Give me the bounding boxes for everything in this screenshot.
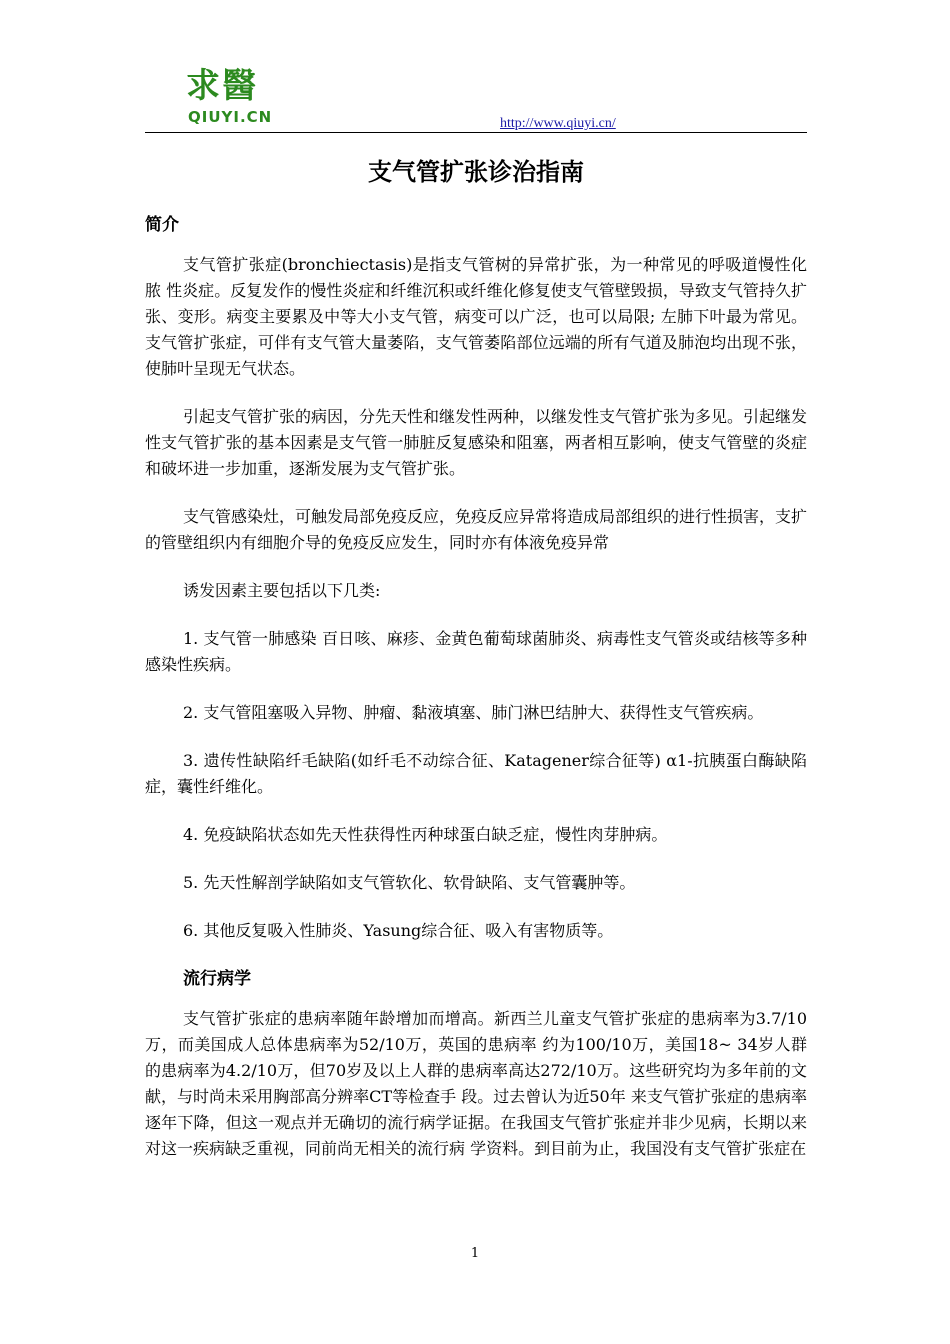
document-body — [145, 212, 807, 1184]
list-item: 5. 先天性解剖学缺陷如支气管软化、软骨缺陷、支气管囊肿等。 — [183, 873, 636, 892]
section-heading-intro: 简介 — [145, 215, 179, 235]
list-item: 3. 遗传性缺陷纤毛缺陷(如纤毛不动综合征、Katagener综合征等) α1-抗胰蛋白酶缺陷症，囊性纤维化。 — [145, 751, 807, 796]
list-item: 1. 支气管一肺感染 百日咳、麻疹、金黄色葡萄球菌肺炎、病毒性支气管炎或结核等多种感染性疾病。 — [145, 629, 807, 674]
header-url-link[interactable]: http://www.qiuyi.cn/ — [500, 116, 616, 131]
section-heading-epidemiology: 流行病学 — [183, 969, 251, 989]
paragraph: 支气管感染灶，可触发局部免疫反应，免疫反应异常将造成局部组织的进行性损害，支扩的管壁组织内有细胞介导的免疫反应发生，同时亦有体液免疫异常 — [145, 507, 808, 552]
list-item: 6. 其他反复吸入性肺炎、Yasung综合征、吸入有害物质等。 — [183, 921, 614, 940]
paragraph: 引起支气管扩张的病因，分先天性和继发性两种，以继发性支气管扩张为多见。引起继发性支气管扩张的基本因素是支气管一肺脏反复感染和阻塞，两者相互影响，使支气管壁的炎症和破坏进一步加重，逐渐发展为支气管扩张。 — [145, 407, 808, 478]
logo-chinese-text: 求醫 — [186, 66, 258, 106]
qiuyi-logo[interactable] — [186, 66, 286, 134]
list-item: 4. 免疫缺陷状态如先天性获得性丙种球蛋白缺乏症，慢性肉芽肿病。 — [183, 825, 668, 844]
logo-english-text: QIUYI.CN — [188, 108, 273, 126]
page-number: 1 — [470, 1246, 480, 1261]
paragraph: 支气管扩张症(bronchiectasis)是指支气管树的异常扩张，为一种常见的呼吸道慢性化脓 性炎症。反复发作的慢性炎症和纤维沉积或纤维化修复使支气管壁毁损，导致支气管持久扩张、变形。病变主要累及中等大小支气管，病变可以广泛，也可以局限; 左肺下叶最为常见。支气管扩张症，可伴有支气管大量萎陷，支气管萎陷部位远端的所有气道及肺泡均出现不张，使肺叶呈现无气状态。 — [145, 255, 807, 378]
paragraph: 支气管扩张症的患病率随年龄增加而增高。新西兰儿童支气管扩张症的患病率为3.7/10万，而美国成人总体患病率为52/10万，英国的患病率 约为100/10万，美国18~ 34岁人群的患病率为4.2/10万，但70岁及以上人群的患病率高达272/10万。这些研究均为多年前的文献，与时尚未采用胸部高分辨率CT等检查手 段。过去曾认为近50年 来支气管扩张症的患病率逐年下降，但这一观点并无确切的流行病学证据。在我国支气管扩张症并非少见病，长期以来对这一疾病缺乏重视，同前尚无相关的流行病 学资料。到目前为止，我国没有支气管扩张症在 — [145, 1009, 807, 1158]
list-item: 2. 支气管阻塞吸入异物、肿瘤、黏液填塞、肺门淋巴结肿大、获得性支气管疾病。 — [183, 703, 764, 722]
paragraph: 诱发因素主要包括以下几类: — [183, 581, 381, 600]
header-divider — [145, 132, 807, 133]
document-title: 支气管扩张诊治指南 — [368, 158, 584, 186]
